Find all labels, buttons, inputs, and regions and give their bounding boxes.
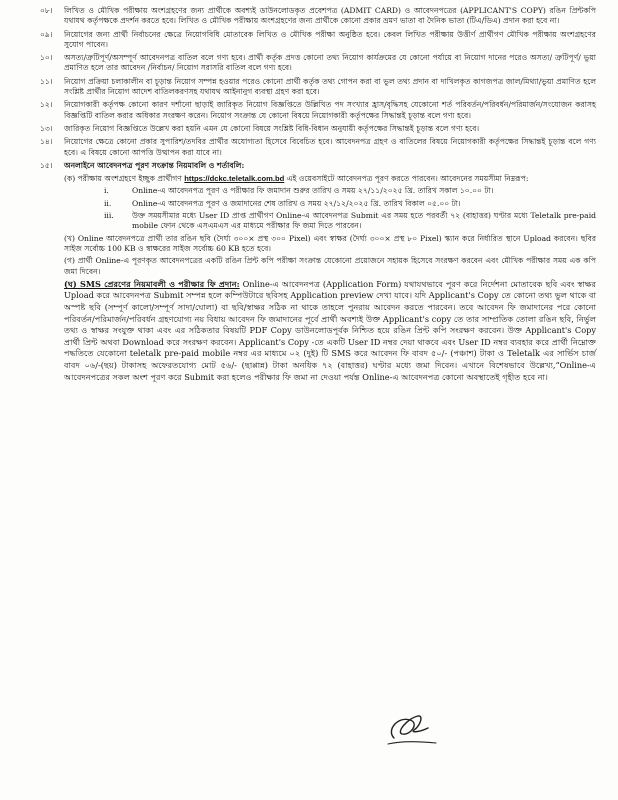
schedule-item xyxy=(104,186,596,196)
online-application-section xyxy=(22,161,596,383)
clause-text: নিয়োগের জন্য প্রার্থী নির্বাচনের ক্ষেত্রে নিয়োগবিধি মোতাবেক লিখিত ও মৌখিক পরীক্ষা অনুষ্ঠিত হবে। কেবল লিখিত পরীক্ষায় উত্তীর্ণ প্রার্থীগণ মৌখিক পরীক্ষায় অংশগ্রহণের সুযোগ পাবেন। xyxy=(64,29,596,49)
clause-list xyxy=(22,6,596,158)
schedule-number: i. xyxy=(104,186,109,196)
application-website-link[interactable]: https://dckc.teletalk.com.bd xyxy=(184,174,285,184)
clause-13 xyxy=(22,124,596,134)
clause-text: নিয়োগকারী কর্তৃপক্ষ কোনো কারণ দর্শানো ছাড়াই জারিকৃত নিয়োগ বিজ্ঞপ্তিতে উল্লিখিত পদ সংখ্যার হ্রাস/বৃদ্ধিসহ যেকোনো শর্ত পরিবর্তন/পরিবর্ধন/পরিমার্জন/সংযোজন করাসহ বিজ্ঞপ্তিটি বাতিল করার অধিকার সংরক্ষণ করেন। নিয়োগ সংক্রান্ত যে কোনো বিষয়ে নিয়োগকারী কর্তৃপক্ষের সিদ্ধান্তই চূড়ান্ত বলে গণ্য হবে। xyxy=(64,100,596,120)
clause-14 xyxy=(22,137,596,158)
signature-icon xyxy=(380,708,440,748)
clause-text: লিখিত ও মৌখিক পরীক্ষায় অংশগ্রহণের জন্য প্রার্থীকে অবশ্যই ডাউনলোডকৃত প্রবেশপত্র (ADMIT CARD) ও আবেদনপত্রের (APPLICANT'S COPY) রঙিন প্রিন্টকপি যথাযথ কর্তৃপক্ষকে প্রদর্শন করতে হবে। লিখিত ও মৌখিক পরীক্ষায় অংশগ্রহণের জন্য প্রার্থীকে কোনো প্রকার ভ্রমণ ভাতা বা দৈনিক ভাতা (টিএ/ডিএ) প্রদান করা হবে না। xyxy=(64,6,596,26)
clause-08 xyxy=(22,6,596,27)
clause-10 xyxy=(22,53,596,74)
schedule-text: Online-এ আবেদনপত্র পূরণ ও পরীক্ষার ফি জমাদান শুরুর তারিখ ও সময় ২৭/১১/২০২৫ খ্রি. তারিখ সকাল ১০.০০ টা। xyxy=(132,186,494,196)
clause-kha: (খ) Online আবেদনপত্রে প্রার্থী তার রঙিন ছবি (দৈর্ঘ্য ৩০০× প্রস্থ ৩০০ Pixel) এবং স্বাক্ষর (দৈর্ঘ্য ৩০০× প্রস্থ ৮০ Pixel) স্ক্যান করে নির্ধারিত স্থানে Upload করবেন। ছবির সাইজ সর্বোচ্চ 100 KB ও স্বাক্ষরের সাইজ সর্বোচ্চ 60 KB হতে হবে। xyxy=(64,233,596,253)
schedule-text: উক্ত সময়সীমার মধ্যে User ID প্রাপ্ত প্রার্থীগণ Online-এ আবেদনপত্র Submit এর সময় হতে পরবর্তী ৭২ (বাহাত্তর) ঘণ্টার মধ্যে Teletalk pre-paid mobile ফোন থেকে এসএমএস এর মাধ্যমে পরীক্ষার ফি জমা দিতে পারবেন। xyxy=(132,211,596,231)
clause-ga: (গ) প্রার্থী Online-এ পূরণকৃত আবেদনপত্রের একটি রঙিন প্রিন্ট কপি পরীক্ষা সংক্রান্ত যেকোনো প্রয়োজনে সহায়ক হিসেবে সংরক্ষণ করবেন এবং মৌখিক পরীক্ষার সময় এক কপি জমা দিবেন। xyxy=(64,256,596,276)
clause-text: নিয়োগ প্রক্রিয়া চলাকালীন বা চূড়ান্ত নিয়োগ সম্পন্ন হওয়ার পরেও কোনো প্রার্থী কর্তৃক তথ্য গোপন করা বা ভুল তথ্য প্রদান বা দাখিলকৃত কাগজপত্র জাল/মিথ্যা/ভুয়া প্রমাণিত হলে সংশ্লিষ্ট প্রার্থীর নিয়োগ আদেশ বাতিলকরণসহ যথাযথ আইনানুগ ব্যবস্থা গ্রহণ করা হবে। xyxy=(64,76,596,97)
clause-number: ১৪। xyxy=(40,137,53,147)
clause-text: জারিকৃত নিয়োগ বিজ্ঞপ্তিতে উল্লেখ করা হয়নি এমন যে কোনো বিষয়ে সংশ্লিষ্ট বিধি-বিধান অনুযায়ী কর্তৃপক্ষের সিদ্ধান্তই চূড়ান্ত বলে গণ্য হবে। xyxy=(64,123,480,133)
ka-text-post: এই ওয়েবসাইটে আবেদনপত্র পূরণ করতে পারবেন। আবেদনের সময়সীমা নিম্নরূপ: xyxy=(284,174,529,184)
sms-fee-text: Online-এ আবেদনপত্র (Application Form) যথাযথভাবে পূরণ করে নির্দেশনা মোতাবেক ছবি এবং স্বাক্ষর Upload করে আবেদনপত্র Submit সম্পন্ন হলে কম্পিউটারে ছবিসহ Application preview দেখা যাবে। যদি Applicant's Copy তে কোনো তথ্য ভুল থাকে বা অস্পষ্ট ছবি (সম্পূর্ণ কালো/সম্পূর্ণ সাদা/ঘোলা) বা ছবি/স্বাক্ষর সঠিক না থাকে তাহলে পুনরায় আবেদন করতে পারবেন। তবে আবেদন ফি জমাদানের পরে কোনো পরিবর্তন/পরিমার্জন/পরিবর্ধন গ্রহণযোগ্য নয় বিধায় আবেদন ফি জমাদানের পূর্বে প্রার্থী অবশ্যই উক্ত Applicant's copy তে তার সাম্প্রতিক তোলা রঙিন ছবি, নির্ভুল তথ্য ও স্বাক্ষর সংযুক্ত থাকা এবং এর সঠিকতার বিষয়টি PDF Copy ডাউনলোডপূর্বক নিশ্চিত হয়ে রঙিন প্রিন্ট কপি সংরক্ষণ করবেন। উক্ত Applicant's Copy প্রার্থী প্রিন্ট অথবা Download করে সংরক্ষণ করবেন। Applicant's Copy -তে একটি User ID নম্বর দেয়া থাকবে এবং User ID নম্বর ব্যবহার করে প্রার্থী নিম্নোক্ত পদ্ধতিতে যেকোনো teletalk pre-paid mobile নম্বর এর মাধ্যমে ০২ (দুই) টি SMS করে আবেদন ফি বাবদ ৫০/- (পঞ্চাশ) টাকা ও Teletalk এর সার্ভিস চার্জ বাবদ ০৬/-(ছয়) টাকাসহ অফেরতযোগ্য মোট ৫৬/- (ছাপ্পান্ন) টাকা অনধিক ৭২ (বাহাত্তর) ঘণ্টার মধ্যে জমা দিবেন। এখানে বিশেষভাবে উল্লেখ্য,“Online-এ আবেদনপত্রের সকল অংশ পূরণ করে Submit করা হলেও পরীক্ষার ফি জমা না দেওয়া পর্যন্ত Online-এ আবেদনপত্র কোনো অবস্থাতেই গৃহীত হবে না। xyxy=(64,278,597,382)
sms-fee-heading: (ঘ) SMS প্রেরণের নিয়মাবলী ও পরীক্ষার ফি প্রদান: xyxy=(64,278,240,289)
schedule-number: ii. xyxy=(104,198,112,208)
clause-number: ১০। xyxy=(40,53,53,63)
clause-number: ০৯। xyxy=(40,29,53,39)
clause-text: অসত্য/ত্রুটিপূর্ণ/অসম্পূর্ণ আবেদনপত্র বাতিল বলে গণ্য হবে। প্রার্থী কর্তৃক প্রদত্ত কোনো তথ্য নিয়োগ কার্যক্রমের যে কোনো পর্যায়ে বা নিয়োগ দানের পরেও অসত্য/ ত্রুটিপূর্ণ/ ভুয়া প্রমাণিত হলে তার আবেদন /নির্বাচন/ নিয়োগ সরাসরি বাতিল বলে গণ্য হবে। xyxy=(64,53,596,73)
schedule-text: Online-এ আবেদনপত্র পূরণ ও জমাদানের শেষ তারিখ ও সময় ২৭/১২/২০২৫ খ্রি. তারিখ বিকাল ০৫.০০ টা। xyxy=(132,198,461,208)
clause-number: ১২। xyxy=(40,100,53,110)
schedule-item xyxy=(104,199,596,209)
ka-text-pre: (ক) পরীক্ষায় অংশগ্রহণে ইচ্ছুক প্রার্থীগণ xyxy=(64,174,185,184)
clause-09 xyxy=(22,30,596,51)
clause-number: ১৫। xyxy=(40,160,53,170)
clause-number: ১১। xyxy=(40,76,53,86)
schedule-item xyxy=(104,211,596,232)
clause-text: নিয়োগের ক্ষেত্রে কোনো প্রকার সুপারিশ/তদবির প্রার্থীর অযোগ্যতা হিসেবে বিবেচিত হবে। আবেদনপত্র গ্রহণ ও বাতিলের বিষয়ে নিয়োগকারী কর্তৃপক্ষের সিদ্ধান্তই চূড়ান্ত বলে গণ্য হবে। এ বিষয়ে কোনো আপত্তি উত্থাপন করা যাবে না। xyxy=(64,137,596,157)
online-heading-row xyxy=(22,161,596,171)
schedule-number: iii. xyxy=(104,211,114,221)
clause-ka xyxy=(22,174,596,184)
application-schedule xyxy=(22,186,596,231)
clause-12 xyxy=(22,100,596,121)
online-heading: অনলাইনে আবেদনপত্র পূরণ সংক্রান্ত নিয়মাবলি ও শর্তাবলি: xyxy=(64,160,245,170)
clause-number: ০৮। xyxy=(40,6,53,15)
clause-11 xyxy=(22,77,596,98)
clause-number: ১৩। xyxy=(40,123,53,133)
clause-gha xyxy=(22,279,596,383)
